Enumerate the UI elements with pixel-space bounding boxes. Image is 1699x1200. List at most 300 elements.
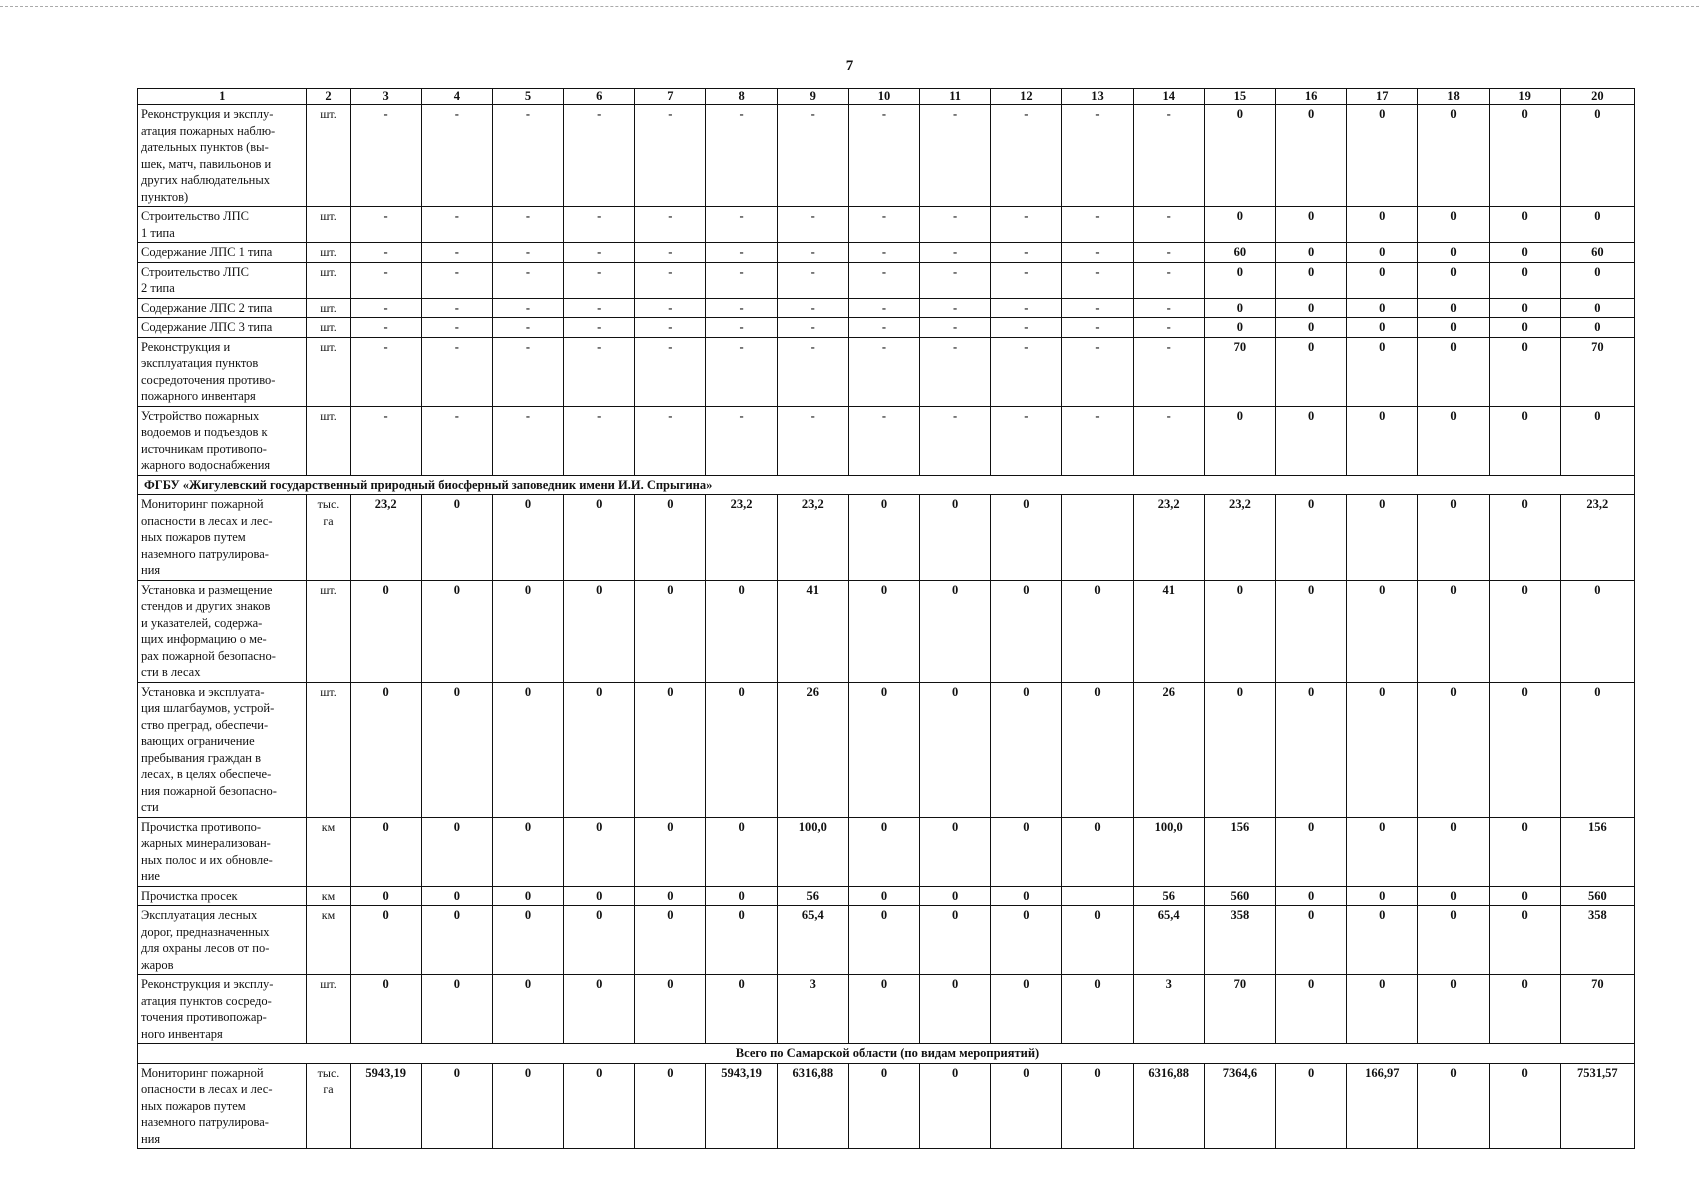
value-cell: - — [350, 243, 421, 263]
value-cell: 0 — [920, 975, 991, 1044]
value-cell: 0 — [1275, 243, 1346, 263]
activity-name: Строительство ЛПС 2 типа — [138, 262, 307, 298]
value-cell: 0 — [1347, 298, 1418, 318]
value-cell: 3 — [777, 975, 848, 1044]
activity-name: Содержание ЛПС 2 типа — [138, 298, 307, 318]
value-cell: 0 — [635, 906, 706, 975]
value-cell: 0 — [1560, 105, 1634, 207]
value-cell: 0 — [1062, 817, 1133, 886]
value-cell: 0 — [1347, 406, 1418, 475]
unit-cell: тыс. га — [307, 495, 350, 581]
value-cell: 0 — [1489, 1063, 1560, 1149]
activity-name: Эксплуатация лесных дорог, предназначенных для охраны лесов от по- жаров — [138, 906, 307, 975]
value-cell: 0 — [350, 580, 421, 682]
value-cell: 0 — [706, 886, 777, 906]
value-cell: - — [635, 318, 706, 338]
value-cell: 0 — [1347, 495, 1418, 581]
value-cell: 0 — [991, 580, 1062, 682]
value-cell: 23,2 — [706, 495, 777, 581]
value-cell: 0 — [848, 1063, 919, 1149]
value-cell: 0 — [1489, 337, 1560, 406]
value-cell: - — [706, 337, 777, 406]
value-cell: 6316,88 — [777, 1063, 848, 1149]
value-cell: - — [1133, 318, 1204, 338]
value-cell — [1062, 886, 1133, 906]
value-cell: - — [421, 262, 492, 298]
value-cell: 0 — [564, 906, 635, 975]
value-cell: 70 — [1204, 975, 1275, 1044]
value-cell: 0 — [564, 580, 635, 682]
activity-name: Мониторинг пожарной опасности в лесах и лес- ных пожаров путем наземного патрулирова- ния — [138, 495, 307, 581]
value-cell: - — [920, 318, 991, 338]
table-row — [138, 682, 1635, 817]
value-cell: - — [777, 207, 848, 243]
value-cell: - — [991, 406, 1062, 475]
value-cell: 0 — [1418, 975, 1489, 1044]
value-cell: 0 — [1347, 682, 1418, 817]
value-cell: 0 — [1275, 262, 1346, 298]
value-cell: 0 — [1418, 580, 1489, 682]
value-cell: 60 — [1204, 243, 1275, 263]
value-cell: 0 — [848, 886, 919, 906]
unit-cell: шт. — [307, 406, 350, 475]
activity-name: Установка и размещение стендов и других знаков и указателей, содержа- щих информацию о ме- рах пожарной безопасно- сти в лесах — [138, 580, 307, 682]
column-header: 7 — [635, 89, 706, 105]
value-cell: 6316,88 — [1133, 1063, 1204, 1149]
activity-name: Прочистка противопо- жарных минерализован- ных полос и их обновле- ние — [138, 817, 307, 886]
value-cell: 0 — [350, 975, 421, 1044]
value-cell: 0 — [991, 975, 1062, 1044]
value-cell: - — [991, 298, 1062, 318]
value-cell: - — [991, 262, 1062, 298]
value-cell: - — [564, 243, 635, 263]
unit-cell: км — [307, 906, 350, 975]
value-cell: - — [635, 207, 706, 243]
value-cell: - — [635, 406, 706, 475]
value-cell: - — [1133, 262, 1204, 298]
activity-name: Содержание ЛПС 1 типа — [138, 243, 307, 263]
value-cell: 0 — [1560, 262, 1634, 298]
value-cell: 0 — [991, 886, 1062, 906]
value-cell: 0 — [1489, 406, 1560, 475]
value-cell: 0 — [1275, 406, 1346, 475]
scan-edge-line — [0, 6, 1699, 10]
value-cell: 0 — [492, 682, 563, 817]
value-cell: 41 — [777, 580, 848, 682]
value-cell: 0 — [421, 975, 492, 1044]
value-cell: 358 — [1204, 906, 1275, 975]
value-cell: - — [777, 298, 848, 318]
value-cell: 0 — [421, 1063, 492, 1149]
value-cell: 0 — [1418, 207, 1489, 243]
value-cell: 0 — [421, 886, 492, 906]
value-cell: 0 — [1347, 337, 1418, 406]
table-row — [138, 105, 1635, 207]
value-cell: 0 — [1275, 817, 1346, 886]
value-cell: 0 — [635, 580, 706, 682]
value-cell: 0 — [1489, 318, 1560, 338]
value-cell: 0 — [564, 886, 635, 906]
value-cell: 70 — [1204, 337, 1275, 406]
column-header: 18 — [1418, 89, 1489, 105]
value-cell: 0 — [1204, 207, 1275, 243]
value-cell: 0 — [1489, 105, 1560, 207]
unit-cell: шт. — [307, 298, 350, 318]
value-cell: 23,2 — [1133, 495, 1204, 581]
value-cell: 0 — [635, 682, 706, 817]
value-cell: - — [848, 406, 919, 475]
value-cell: 0 — [1418, 105, 1489, 207]
column-header: 6 — [564, 89, 635, 105]
value-cell: 0 — [920, 580, 991, 682]
value-cell: 0 — [991, 817, 1062, 886]
activities-table-container — [137, 88, 1635, 1149]
value-cell: 0 — [564, 495, 635, 581]
value-cell: - — [777, 318, 848, 338]
value-cell: 0 — [706, 817, 777, 886]
value-cell: 0 — [1418, 1063, 1489, 1149]
value-cell — [1062, 495, 1133, 581]
value-cell: - — [706, 298, 777, 318]
value-cell: 0 — [1062, 975, 1133, 1044]
value-cell: - — [848, 105, 919, 207]
value-cell: 0 — [1062, 1063, 1133, 1149]
value-cell: 0 — [1275, 580, 1346, 682]
value-cell: 0 — [1489, 207, 1560, 243]
value-cell: - — [635, 298, 706, 318]
value-cell: - — [564, 207, 635, 243]
value-cell: 0 — [1347, 243, 1418, 263]
value-cell: 0 — [1275, 207, 1346, 243]
column-header: 12 — [991, 89, 1062, 105]
value-cell: 0 — [1275, 682, 1346, 817]
value-cell: - — [706, 262, 777, 298]
value-cell: - — [350, 298, 421, 318]
value-cell: 0 — [1418, 318, 1489, 338]
column-header: 19 — [1489, 89, 1560, 105]
value-cell: - — [350, 262, 421, 298]
value-cell: 560 — [1204, 886, 1275, 906]
value-cell: 0 — [564, 682, 635, 817]
column-header: 14 — [1133, 89, 1204, 105]
value-cell: 0 — [635, 886, 706, 906]
value-cell: 0 — [1489, 906, 1560, 975]
value-cell: 0 — [492, 886, 563, 906]
value-cell: 0 — [848, 580, 919, 682]
value-cell: - — [1062, 105, 1133, 207]
unit-cell: шт. — [307, 318, 350, 338]
value-cell: 0 — [920, 886, 991, 906]
value-cell: 166,97 — [1347, 1063, 1418, 1149]
column-header: 11 — [920, 89, 991, 105]
table-row — [138, 337, 1635, 406]
unit-cell: км — [307, 886, 350, 906]
value-cell: 0 — [1418, 337, 1489, 406]
value-cell: 0 — [492, 495, 563, 581]
value-cell: - — [1062, 298, 1133, 318]
value-cell: 0 — [492, 817, 563, 886]
value-cell: - — [492, 318, 563, 338]
value-cell: 0 — [920, 817, 991, 886]
value-cell: - — [848, 243, 919, 263]
activity-name: Установка и эксплуата- ция шлагбаумов, устрой- ство преград, обеспечи- вающих ограничение пребывания граждан в лесах, в целях обеспече- ния пожарной безопасно- сти — [138, 682, 307, 817]
table-row — [138, 886, 1635, 906]
value-cell: 0 — [564, 975, 635, 1044]
value-cell: 0 — [1489, 817, 1560, 886]
column-header: 5 — [492, 89, 563, 105]
value-cell: 0 — [421, 682, 492, 817]
value-cell: - — [777, 406, 848, 475]
section-title: Всего по Самарской области (по видам мероприятий) — [138, 1044, 1635, 1064]
value-cell: 0 — [635, 1063, 706, 1149]
table-row — [138, 406, 1635, 475]
activity-name: Мониторинг пожарной опасности в лесах и лес- ных пожаров путем наземного патрулирова- ния — [138, 1063, 307, 1149]
value-cell: 0 — [1204, 105, 1275, 207]
unit-cell: шт. — [307, 243, 350, 263]
value-cell: 5943,19 — [706, 1063, 777, 1149]
value-cell: - — [920, 406, 991, 475]
column-header: 1 — [138, 89, 307, 105]
value-cell: - — [848, 207, 919, 243]
value-cell: - — [1133, 207, 1204, 243]
value-cell: 0 — [1560, 207, 1634, 243]
value-cell: 0 — [1418, 682, 1489, 817]
value-cell: - — [777, 337, 848, 406]
value-cell: 0 — [991, 906, 1062, 975]
value-cell: 0 — [1560, 580, 1634, 682]
column-header: 2 — [307, 89, 350, 105]
value-cell: 0 — [1418, 906, 1489, 975]
value-cell: 0 — [1275, 906, 1346, 975]
value-cell: - — [564, 318, 635, 338]
value-cell: 0 — [1347, 906, 1418, 975]
value-cell: 0 — [492, 580, 563, 682]
table-row — [138, 318, 1635, 338]
value-cell: 0 — [920, 682, 991, 817]
column-header: 13 — [1062, 89, 1133, 105]
value-cell: 0 — [1204, 318, 1275, 338]
activity-name: Реконструкция и эксплу- атация пунктов сосредо- точения противопожар- ного инвентаря — [138, 975, 307, 1044]
value-cell: 0 — [848, 975, 919, 1044]
value-cell: 156 — [1560, 817, 1634, 886]
value-cell: 0 — [1489, 682, 1560, 817]
value-cell: 70 — [1560, 975, 1634, 1044]
unit-cell: шт. — [307, 975, 350, 1044]
section-row — [138, 1044, 1635, 1064]
value-cell: 358 — [1560, 906, 1634, 975]
value-cell: 0 — [1275, 318, 1346, 338]
value-cell: - — [421, 298, 492, 318]
unit-cell: шт. — [307, 207, 350, 243]
value-cell: 0 — [635, 975, 706, 1044]
value-cell: 0 — [1062, 682, 1133, 817]
activity-name: Устройство пожарных водоемов и подъездов к источникам противопо- жарного водоснабжения — [138, 406, 307, 475]
value-cell: - — [1133, 298, 1204, 318]
value-cell: - — [848, 298, 919, 318]
value-cell: 7364,6 — [1204, 1063, 1275, 1149]
value-cell: 0 — [635, 495, 706, 581]
value-cell: - — [920, 298, 991, 318]
value-cell: 0 — [1204, 262, 1275, 298]
value-cell: - — [991, 207, 1062, 243]
unit-cell: шт. — [307, 105, 350, 207]
value-cell: 0 — [492, 975, 563, 1044]
value-cell: 0 — [1489, 886, 1560, 906]
value-cell: 23,2 — [1560, 495, 1634, 581]
activity-name: Прочистка просек — [138, 886, 307, 906]
value-cell: - — [350, 105, 421, 207]
activity-name: Реконструкция и эксплуатация пунктов сосредоточения противо- пожарного инвентаря — [138, 337, 307, 406]
value-cell: - — [1062, 207, 1133, 243]
value-cell: 70 — [1560, 337, 1634, 406]
value-cell: - — [991, 318, 1062, 338]
value-cell: 0 — [920, 495, 991, 581]
value-cell: 0 — [1418, 262, 1489, 298]
section-title: ФГБУ «Жигулевский государственный природный биосферный заповедник имени И.И. Спрыгина» — [138, 475, 1635, 495]
value-cell: 56 — [1133, 886, 1204, 906]
value-cell: 560 — [1560, 886, 1634, 906]
value-cell: - — [777, 262, 848, 298]
value-cell: 0 — [991, 1063, 1062, 1149]
value-cell: - — [421, 207, 492, 243]
value-cell: - — [350, 406, 421, 475]
value-cell: 0 — [421, 495, 492, 581]
value-cell: 0 — [1204, 298, 1275, 318]
table-row — [138, 1063, 1635, 1149]
value-cell: 100,0 — [1133, 817, 1204, 886]
section-row — [138, 475, 1635, 495]
value-cell: - — [635, 337, 706, 406]
unit-cell: шт. — [307, 337, 350, 406]
value-cell: - — [920, 105, 991, 207]
value-cell: 0 — [421, 906, 492, 975]
value-cell: 0 — [1560, 298, 1634, 318]
value-cell: 3 — [1133, 975, 1204, 1044]
value-cell: - — [350, 207, 421, 243]
value-cell: - — [421, 105, 492, 207]
value-cell: - — [1062, 318, 1133, 338]
value-cell: 0 — [1347, 886, 1418, 906]
table-row — [138, 817, 1635, 886]
value-cell: - — [706, 243, 777, 263]
value-cell: - — [350, 337, 421, 406]
value-cell: 0 — [1489, 262, 1560, 298]
value-cell: 0 — [564, 1063, 635, 1149]
value-cell: 0 — [706, 580, 777, 682]
value-cell: - — [920, 337, 991, 406]
value-cell: - — [564, 262, 635, 298]
value-cell: 56 — [777, 886, 848, 906]
value-cell: - — [920, 207, 991, 243]
value-cell: - — [635, 243, 706, 263]
value-cell: 0 — [1418, 886, 1489, 906]
value-cell: 0 — [1204, 580, 1275, 682]
value-cell: - — [421, 406, 492, 475]
value-cell: 0 — [1275, 495, 1346, 581]
value-cell: 0 — [1418, 817, 1489, 886]
value-cell: 26 — [1133, 682, 1204, 817]
value-cell: 0 — [1418, 243, 1489, 263]
value-cell: 0 — [1560, 682, 1634, 817]
value-cell: - — [1062, 406, 1133, 475]
value-cell: 0 — [1204, 682, 1275, 817]
table-row — [138, 495, 1635, 581]
value-cell: 0 — [1489, 298, 1560, 318]
column-header: 9 — [777, 89, 848, 105]
value-cell: 0 — [706, 975, 777, 1044]
unit-cell: тыс. га — [307, 1063, 350, 1149]
table-row — [138, 207, 1635, 243]
value-cell: - — [635, 105, 706, 207]
value-cell: - — [564, 105, 635, 207]
value-cell: 0 — [1275, 105, 1346, 207]
value-cell: 0 — [1489, 495, 1560, 581]
value-cell: 65,4 — [1133, 906, 1204, 975]
value-cell: - — [991, 337, 1062, 406]
unit-cell: км — [307, 817, 350, 886]
unit-cell: шт. — [307, 580, 350, 682]
value-cell: 0 — [1489, 580, 1560, 682]
table-row — [138, 580, 1635, 682]
value-cell: 0 — [1560, 406, 1634, 475]
value-cell: - — [421, 243, 492, 263]
column-header: 8 — [706, 89, 777, 105]
column-header: 15 — [1204, 89, 1275, 105]
value-cell: 0 — [1347, 318, 1418, 338]
value-cell: 0 — [350, 906, 421, 975]
value-cell: - — [706, 406, 777, 475]
value-cell: - — [1133, 243, 1204, 263]
value-cell: 0 — [421, 580, 492, 682]
value-cell: 0 — [1347, 207, 1418, 243]
value-cell: 0 — [1204, 406, 1275, 475]
value-cell: 23,2 — [1204, 495, 1275, 581]
value-cell: 41 — [1133, 580, 1204, 682]
value-cell: - — [777, 105, 848, 207]
value-cell: 60 — [1560, 243, 1634, 263]
value-cell: - — [1062, 262, 1133, 298]
value-cell: 0 — [1489, 975, 1560, 1044]
value-cell: 0 — [1275, 298, 1346, 318]
value-cell: 0 — [1275, 886, 1346, 906]
table-row — [138, 243, 1635, 263]
value-cell: - — [564, 298, 635, 318]
activities-table — [137, 88, 1635, 1149]
value-cell: - — [991, 105, 1062, 207]
header-row — [138, 89, 1635, 105]
value-cell: - — [706, 318, 777, 338]
value-cell: 0 — [564, 817, 635, 886]
unit-cell: шт. — [307, 262, 350, 298]
value-cell: 5943,19 — [350, 1063, 421, 1149]
value-cell: 7531,57 — [1560, 1063, 1634, 1149]
value-cell: - — [492, 337, 563, 406]
value-cell: - — [991, 243, 1062, 263]
value-cell: 0 — [350, 817, 421, 886]
value-cell: - — [1133, 406, 1204, 475]
value-cell: - — [920, 243, 991, 263]
value-cell: 0 — [1275, 337, 1346, 406]
value-cell: - — [564, 406, 635, 475]
value-cell: - — [848, 318, 919, 338]
column-header: 16 — [1275, 89, 1346, 105]
value-cell: - — [492, 207, 563, 243]
column-header: 20 — [1560, 89, 1634, 105]
column-header: 10 — [848, 89, 919, 105]
value-cell: 0 — [1275, 975, 1346, 1044]
value-cell: - — [777, 243, 848, 263]
value-cell: 0 — [1347, 262, 1418, 298]
